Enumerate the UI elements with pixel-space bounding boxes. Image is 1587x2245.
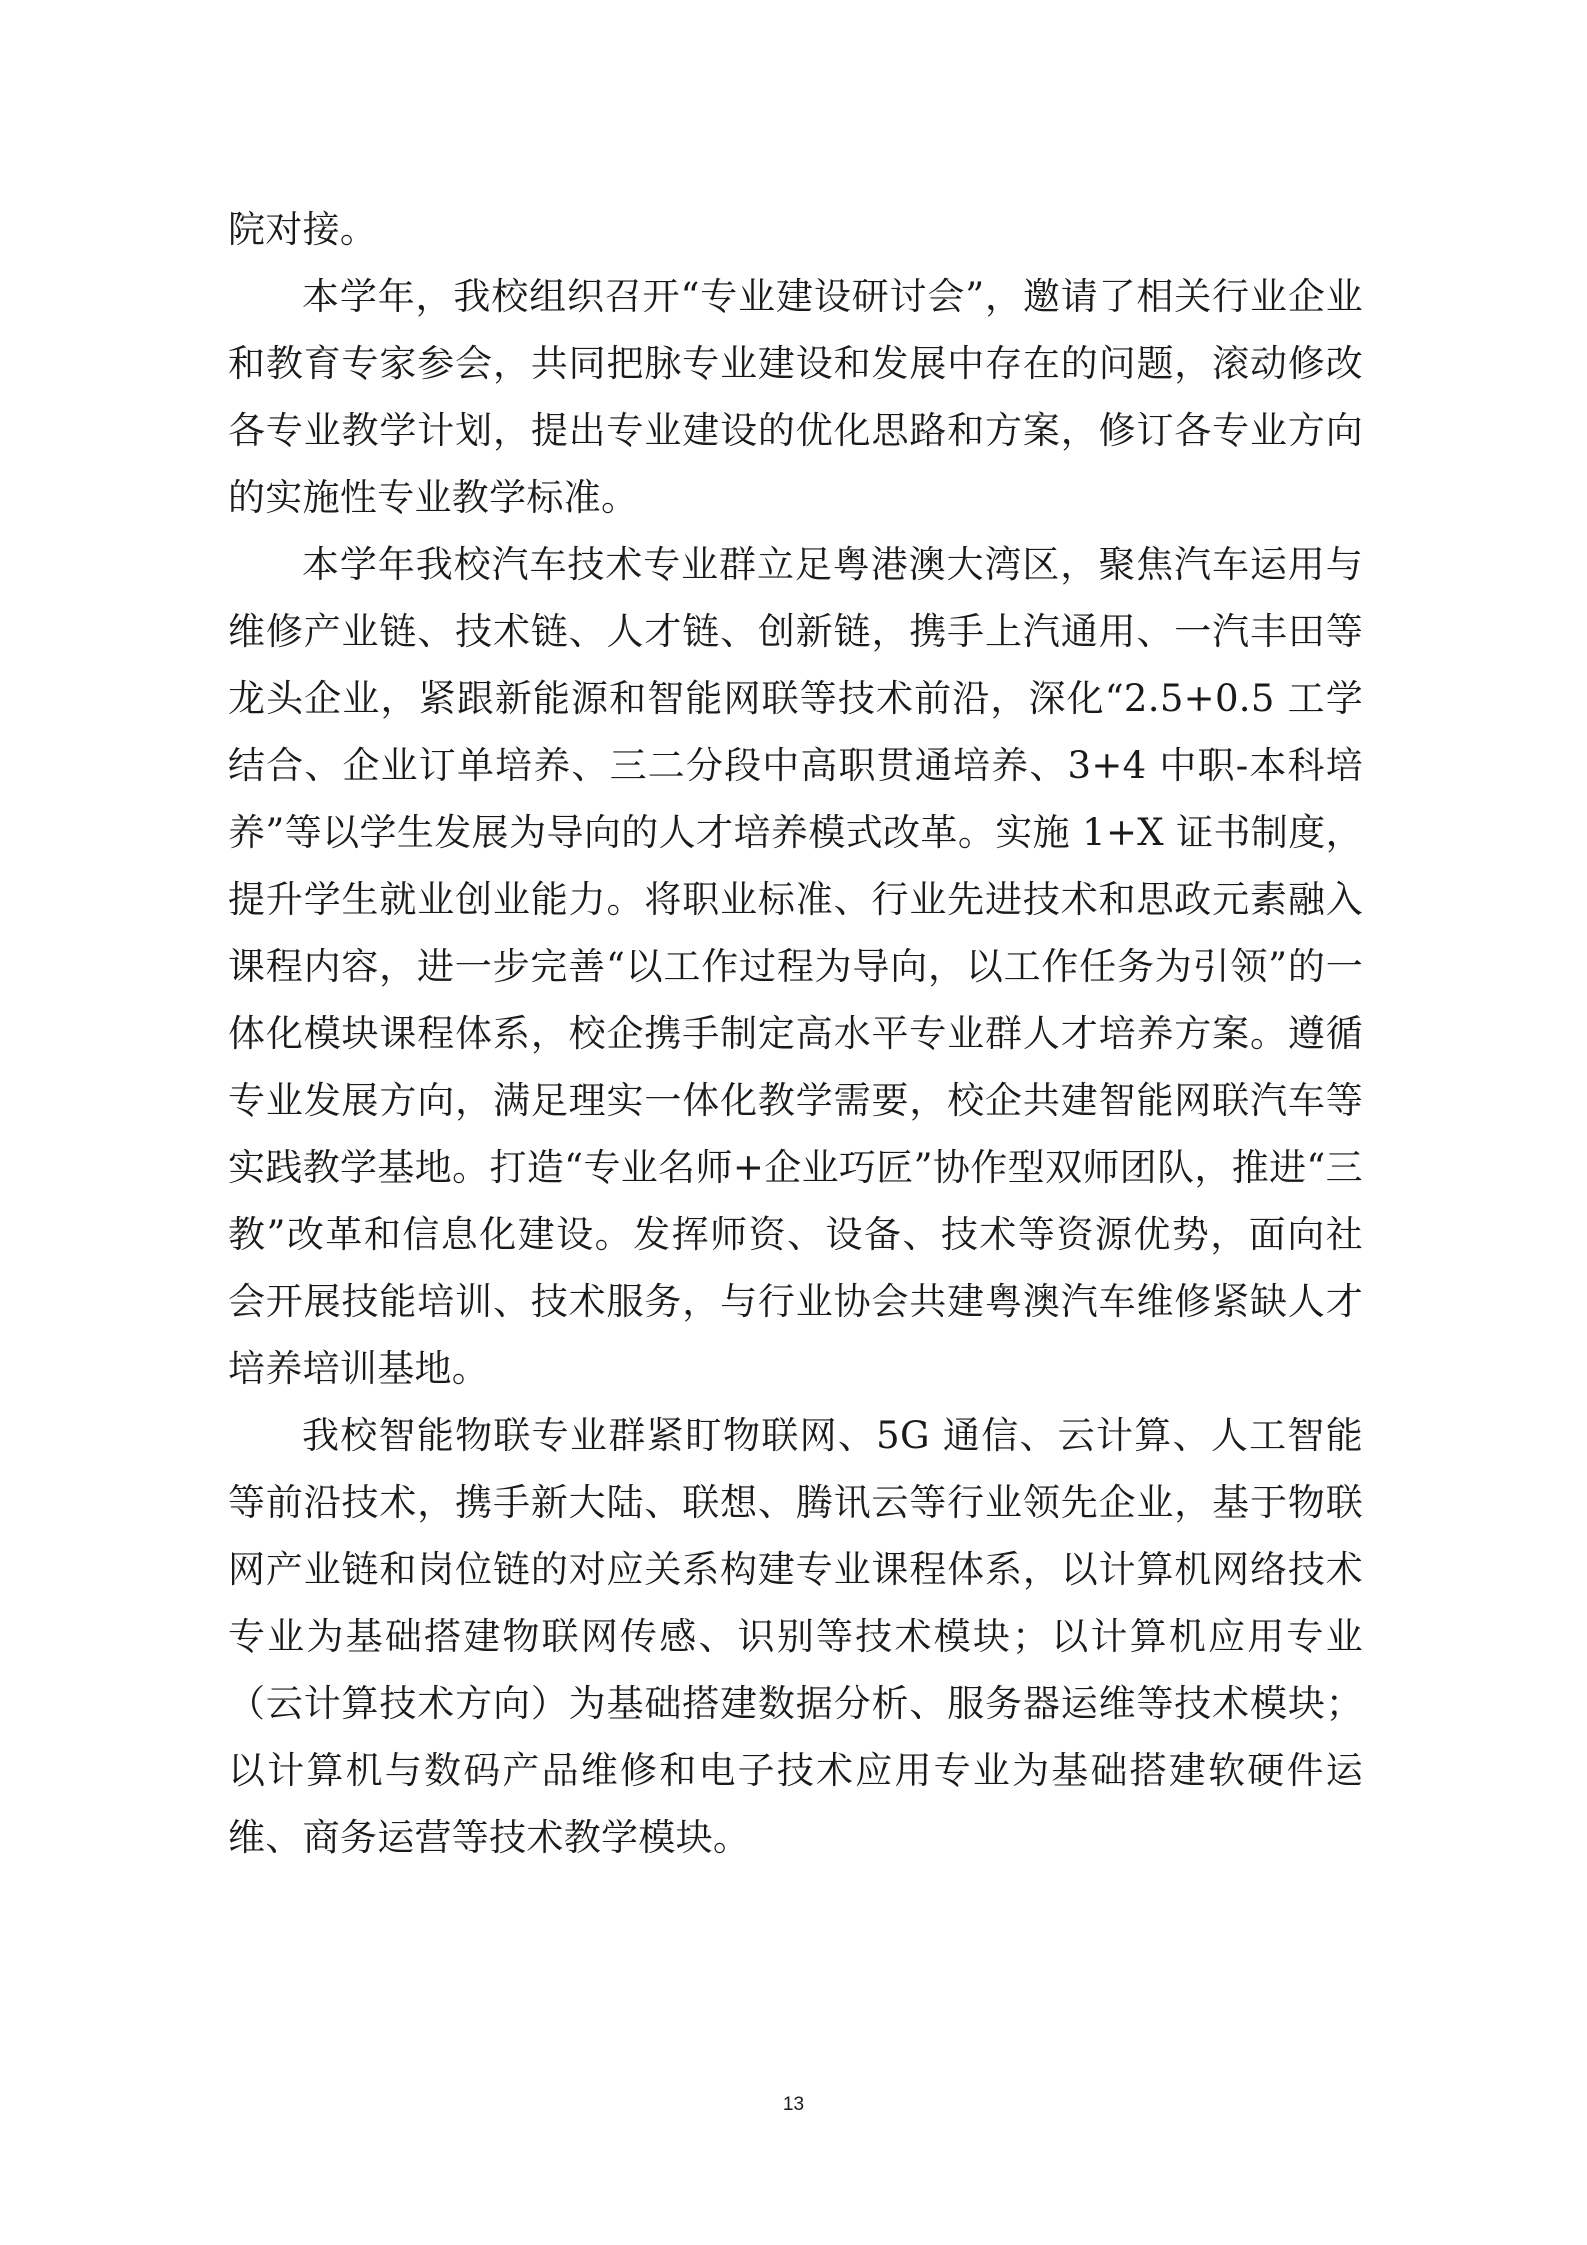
paragraph-1: 院对接。 [228,208,378,251]
page-number: 13 [782,2094,805,2115]
paragraph-4: 我校智能物联专业群紧盯物联网、5G 通信、云计算、人工智能等前沿技术，携手新大陆、联想、腾讯云等行业领先企业，基于物联网产业链和岗位链的对应关系构建专业课程体系，以计算机网络技术专业为基础搭建物联网传感、识别等技术模块；以计算机应用专业（云计算技术方向）为基础搭建数据分析、服务器运维等技术模块；以计算机与数码产品维修和电子技术应用专业为基础搭建软硬件运维、商务运营等技术教学模块。 [228,1414,1363,1859]
body-text [228,196,1363,1871]
paragraph-2: 本学年，我校组织召开“专业建设研讨会”，邀请了相关行业企业和教育专家参会，共同把脉专业建设和发展中存在的问题，滚动修改各专业教学计划，提出专业建设的优化思路和方案，修订各专业方向的实施性专业教学标准。 [228,275,1363,519]
paragraph-3: 本学年我校汽车技术专业群立足粤港澳大湾区，聚焦汽车运用与维修产业链、技术链、人才链、创新链，携手上汽通用、一汽丰田等龙头企业，紧跟新能源和智能网联等技术前沿，深化“2.5+0.5 工学结合、企业订单培养、三二分段中高职贯通培养、3+4 中职-本科培养”等以学生发展为导向的人才培养模式改革。实施 1+X 证书制度，提升学生就业创业能力。将职业标准、行业先进技术和思政元素融入课程内容，进一步完善“以工作过程为导向，以工作任务为引领”的一体化模块课程体系，校企携手制定高水平专业群人才培养方案。遵循专业发展方向，满足理实一体化教学需要，校企共建智能网联汽车等实践教学基地。打造“专业名师+企业巧匠”协作型双师团队，推进“三教”改革和信息化建设。发挥师资、设备、技术等资源优势，面向社会开展技能培训、技术服务，与行业协会共建粤澳汽车维修紧缺人才培养培训基地。 [228,543,1363,1390]
